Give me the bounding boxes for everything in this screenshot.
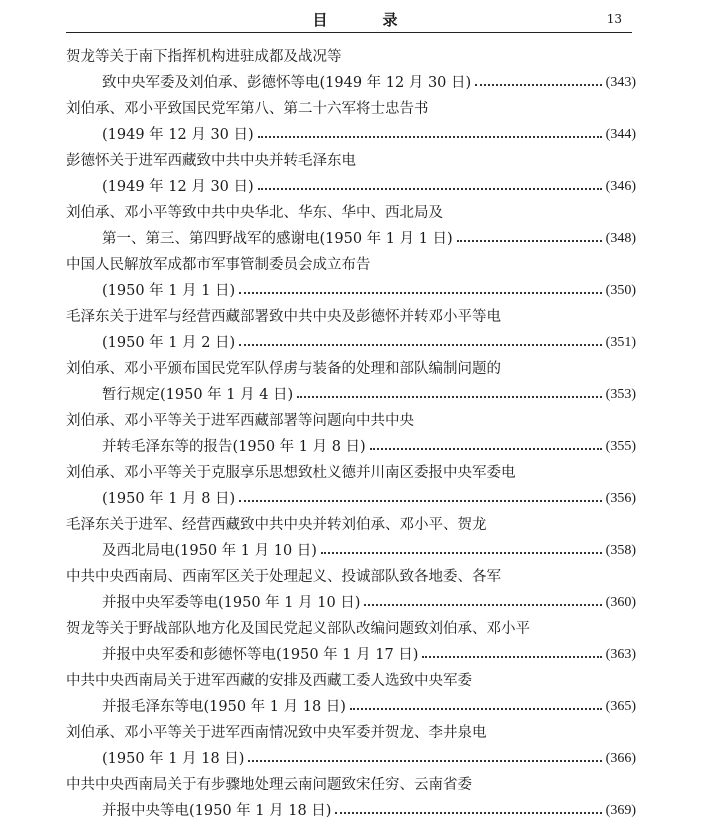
dot-leader <box>350 708 602 710</box>
toc-entry[interactable] <box>0 616 710 668</box>
page-number: 13 <box>606 12 622 26</box>
dot-leader <box>321 552 602 554</box>
toc-entry-title <box>0 408 710 434</box>
page-title: 目 录 <box>312 11 418 29</box>
toc-entry[interactable] <box>0 564 710 616</box>
dot-leader <box>239 500 601 502</box>
toc-entry-text: 并报中央军委和彭德怀等电(1950 年 1 月 17 日) <box>102 647 419 663</box>
dot-leader <box>248 760 601 762</box>
header-divider <box>66 32 632 33</box>
toc-entry-title <box>0 356 710 382</box>
toc-entry-continuation <box>0 174 636 200</box>
toc-page-number: (356) <box>605 491 636 506</box>
toc-page-number: (344) <box>605 127 636 142</box>
toc-page-number: (369) <box>605 803 636 818</box>
toc-entry[interactable] <box>0 44 710 96</box>
toc-entry[interactable] <box>0 668 710 720</box>
toc-entry[interactable] <box>0 512 710 564</box>
toc-entry-continuation <box>0 746 636 772</box>
toc-entry-text: 致中央军委及刘伯承、彭德怀等电(1949 年 12 月 30 日) <box>102 75 472 91</box>
toc-entry-title <box>0 720 710 746</box>
toc-page-number: (366) <box>605 751 636 766</box>
toc-entry-text: 贺龙等关于南下指挥机构进驻成都及战况等 <box>66 49 342 65</box>
toc-entry[interactable] <box>0 148 710 200</box>
toc-entry-title <box>0 304 710 330</box>
toc-entry-continuation <box>0 590 636 616</box>
toc-entry-title <box>0 512 710 538</box>
toc-entry[interactable] <box>0 772 710 824</box>
dot-leader <box>457 240 602 242</box>
toc-entry[interactable] <box>0 460 710 512</box>
toc-entry-text: 中共中央西南局关于有步骤地处理云南问题致宋任穷、云南省委 <box>66 777 472 793</box>
toc-entry-title <box>0 148 710 174</box>
toc-entry[interactable] <box>0 304 710 356</box>
toc-page-number: (350) <box>605 283 636 298</box>
toc-entry-title <box>0 616 710 642</box>
dot-leader <box>258 188 602 190</box>
toc-entry-title <box>0 44 710 70</box>
toc-entry-text: (1950 年 1 月 1 日) <box>102 283 236 299</box>
toc-entry-continuation <box>0 226 636 252</box>
dot-leader <box>335 812 601 814</box>
toc-entry-text: (1950 年 1 月 8 日) <box>102 491 236 507</box>
toc-entry[interactable] <box>0 408 710 460</box>
toc-entry-title <box>0 460 710 486</box>
toc-entry-title <box>0 772 710 798</box>
toc-entry-title <box>0 668 710 694</box>
toc-page-number: (363) <box>605 647 636 662</box>
toc-entry-text: 毛泽东关于进军、经营西藏致中共中央并转刘伯承、邓小平、贺龙 <box>66 517 487 533</box>
toc-entry-text: 刘伯承、邓小平等致中共中央华北、华东、华中、西北局及 <box>66 205 443 221</box>
toc-page-number: (346) <box>605 179 636 194</box>
toc-entry-text: 彭德怀关于进军西藏致中共中央并转毛泽东电 <box>66 153 356 169</box>
toc-entry-continuation <box>0 330 636 356</box>
toc-entry-text: 中共中央西南局关于进军西藏的安排及西藏工委人选致中央军委 <box>66 673 472 689</box>
toc-entry-text: 贺龙等关于野战部队地方化及国民党起义部队改编问题致刘伯承、邓小平 <box>66 621 530 637</box>
toc-entry[interactable] <box>0 200 710 252</box>
toc-entry-text: 刘伯承、邓小平致国民党军第八、第二十六军将士忠告书 <box>66 101 429 117</box>
toc-entry[interactable] <box>0 252 710 304</box>
toc-page-number: (343) <box>605 75 636 90</box>
toc-entry-text: 暂行规定(1950 年 1 月 4 日) <box>102 387 294 403</box>
dot-leader <box>370 448 602 450</box>
toc-entry-continuation <box>0 278 636 304</box>
toc-page-number: (355) <box>605 439 636 454</box>
toc-entry-text: (1949 年 12 月 30 日) <box>102 127 254 143</box>
dot-leader <box>475 84 602 86</box>
toc-page-number: (351) <box>605 335 636 350</box>
toc-entry-text: 并转毛泽东等的报告(1950 年 1 月 8 日) <box>102 439 366 455</box>
toc-entry-text: 及西北局电(1950 年 1 月 10 日) <box>102 543 317 559</box>
toc-page-number: (360) <box>605 595 636 610</box>
toc-page-number: (358) <box>605 543 636 558</box>
toc-entry-continuation <box>0 70 636 96</box>
toc-entry-continuation <box>0 122 636 148</box>
toc-entry-continuation <box>0 382 636 408</box>
toc-entry-title <box>0 564 710 590</box>
toc-entry-text: 并报毛泽东等电(1950 年 1 月 18 日) <box>102 699 346 715</box>
toc-entry-continuation <box>0 694 636 720</box>
toc-entry-text: 刘伯承、邓小平等关于进军西藏部署等问题向中共中央 <box>66 413 414 429</box>
toc-entry-continuation <box>0 538 636 564</box>
toc-entry-text: 第一、第三、第四野战军的感谢电(1950 年 1 月 1 日) <box>102 231 453 247</box>
toc-entry-text: 刘伯承、邓小平颁布国民党军队俘虏与装备的处理和部队编制问题的 <box>66 361 501 377</box>
dot-leader <box>258 136 602 138</box>
toc-entry-continuation <box>0 434 636 460</box>
toc-entry-continuation <box>0 486 636 512</box>
toc-entry[interactable] <box>0 96 710 148</box>
toc-entry-text: 刘伯承、邓小平等关于进军西南情况致中央军委并贺龙、李井泉电 <box>66 725 487 741</box>
toc-page-number: (353) <box>605 387 636 402</box>
toc-page-number: (365) <box>605 699 636 714</box>
toc-entry[interactable] <box>0 720 710 772</box>
page-header <box>0 0 710 34</box>
toc-entry-text: 毛泽东关于进军与经营西藏部署致中共中央及彭德怀并转邓小平等电 <box>66 309 501 325</box>
dot-leader <box>422 656 601 658</box>
toc-entry-text: (1950 年 1 月 18 日) <box>102 751 245 767</box>
dot-leader <box>239 292 601 294</box>
toc-entry-continuation <box>0 798 636 824</box>
dot-leader <box>364 604 601 606</box>
toc-entry-text: 并报中央等电(1950 年 1 月 18 日) <box>102 803 332 819</box>
toc-page-number: (348) <box>605 231 636 246</box>
toc-entry-continuation <box>0 642 636 668</box>
toc-entry[interactable] <box>0 356 710 408</box>
toc-entry-text: 中共中央西南局、西南军区关于处理起义、投诚部队致各地委、各军 <box>66 569 501 585</box>
toc-entry-text: 刘伯承、邓小平等关于克服享乐思想致杜义德并川南区委报中央军委电 <box>66 465 516 481</box>
toc-entry-text: 中国人民解放军成都市军事管制委员会成立布告 <box>66 257 371 273</box>
dot-leader <box>239 344 601 346</box>
dot-leader <box>297 396 601 398</box>
toc-entry-text: (1950 年 1 月 2 日) <box>102 335 236 351</box>
toc-entry-title <box>0 200 710 226</box>
toc-entry-text: (1949 年 12 月 30 日) <box>102 179 254 195</box>
toc-entry-title <box>0 96 710 122</box>
toc-entry-text: 并报中央军委等电(1950 年 1 月 10 日) <box>102 595 361 611</box>
toc-entry-title <box>0 252 710 278</box>
table-of-contents <box>0 44 710 824</box>
